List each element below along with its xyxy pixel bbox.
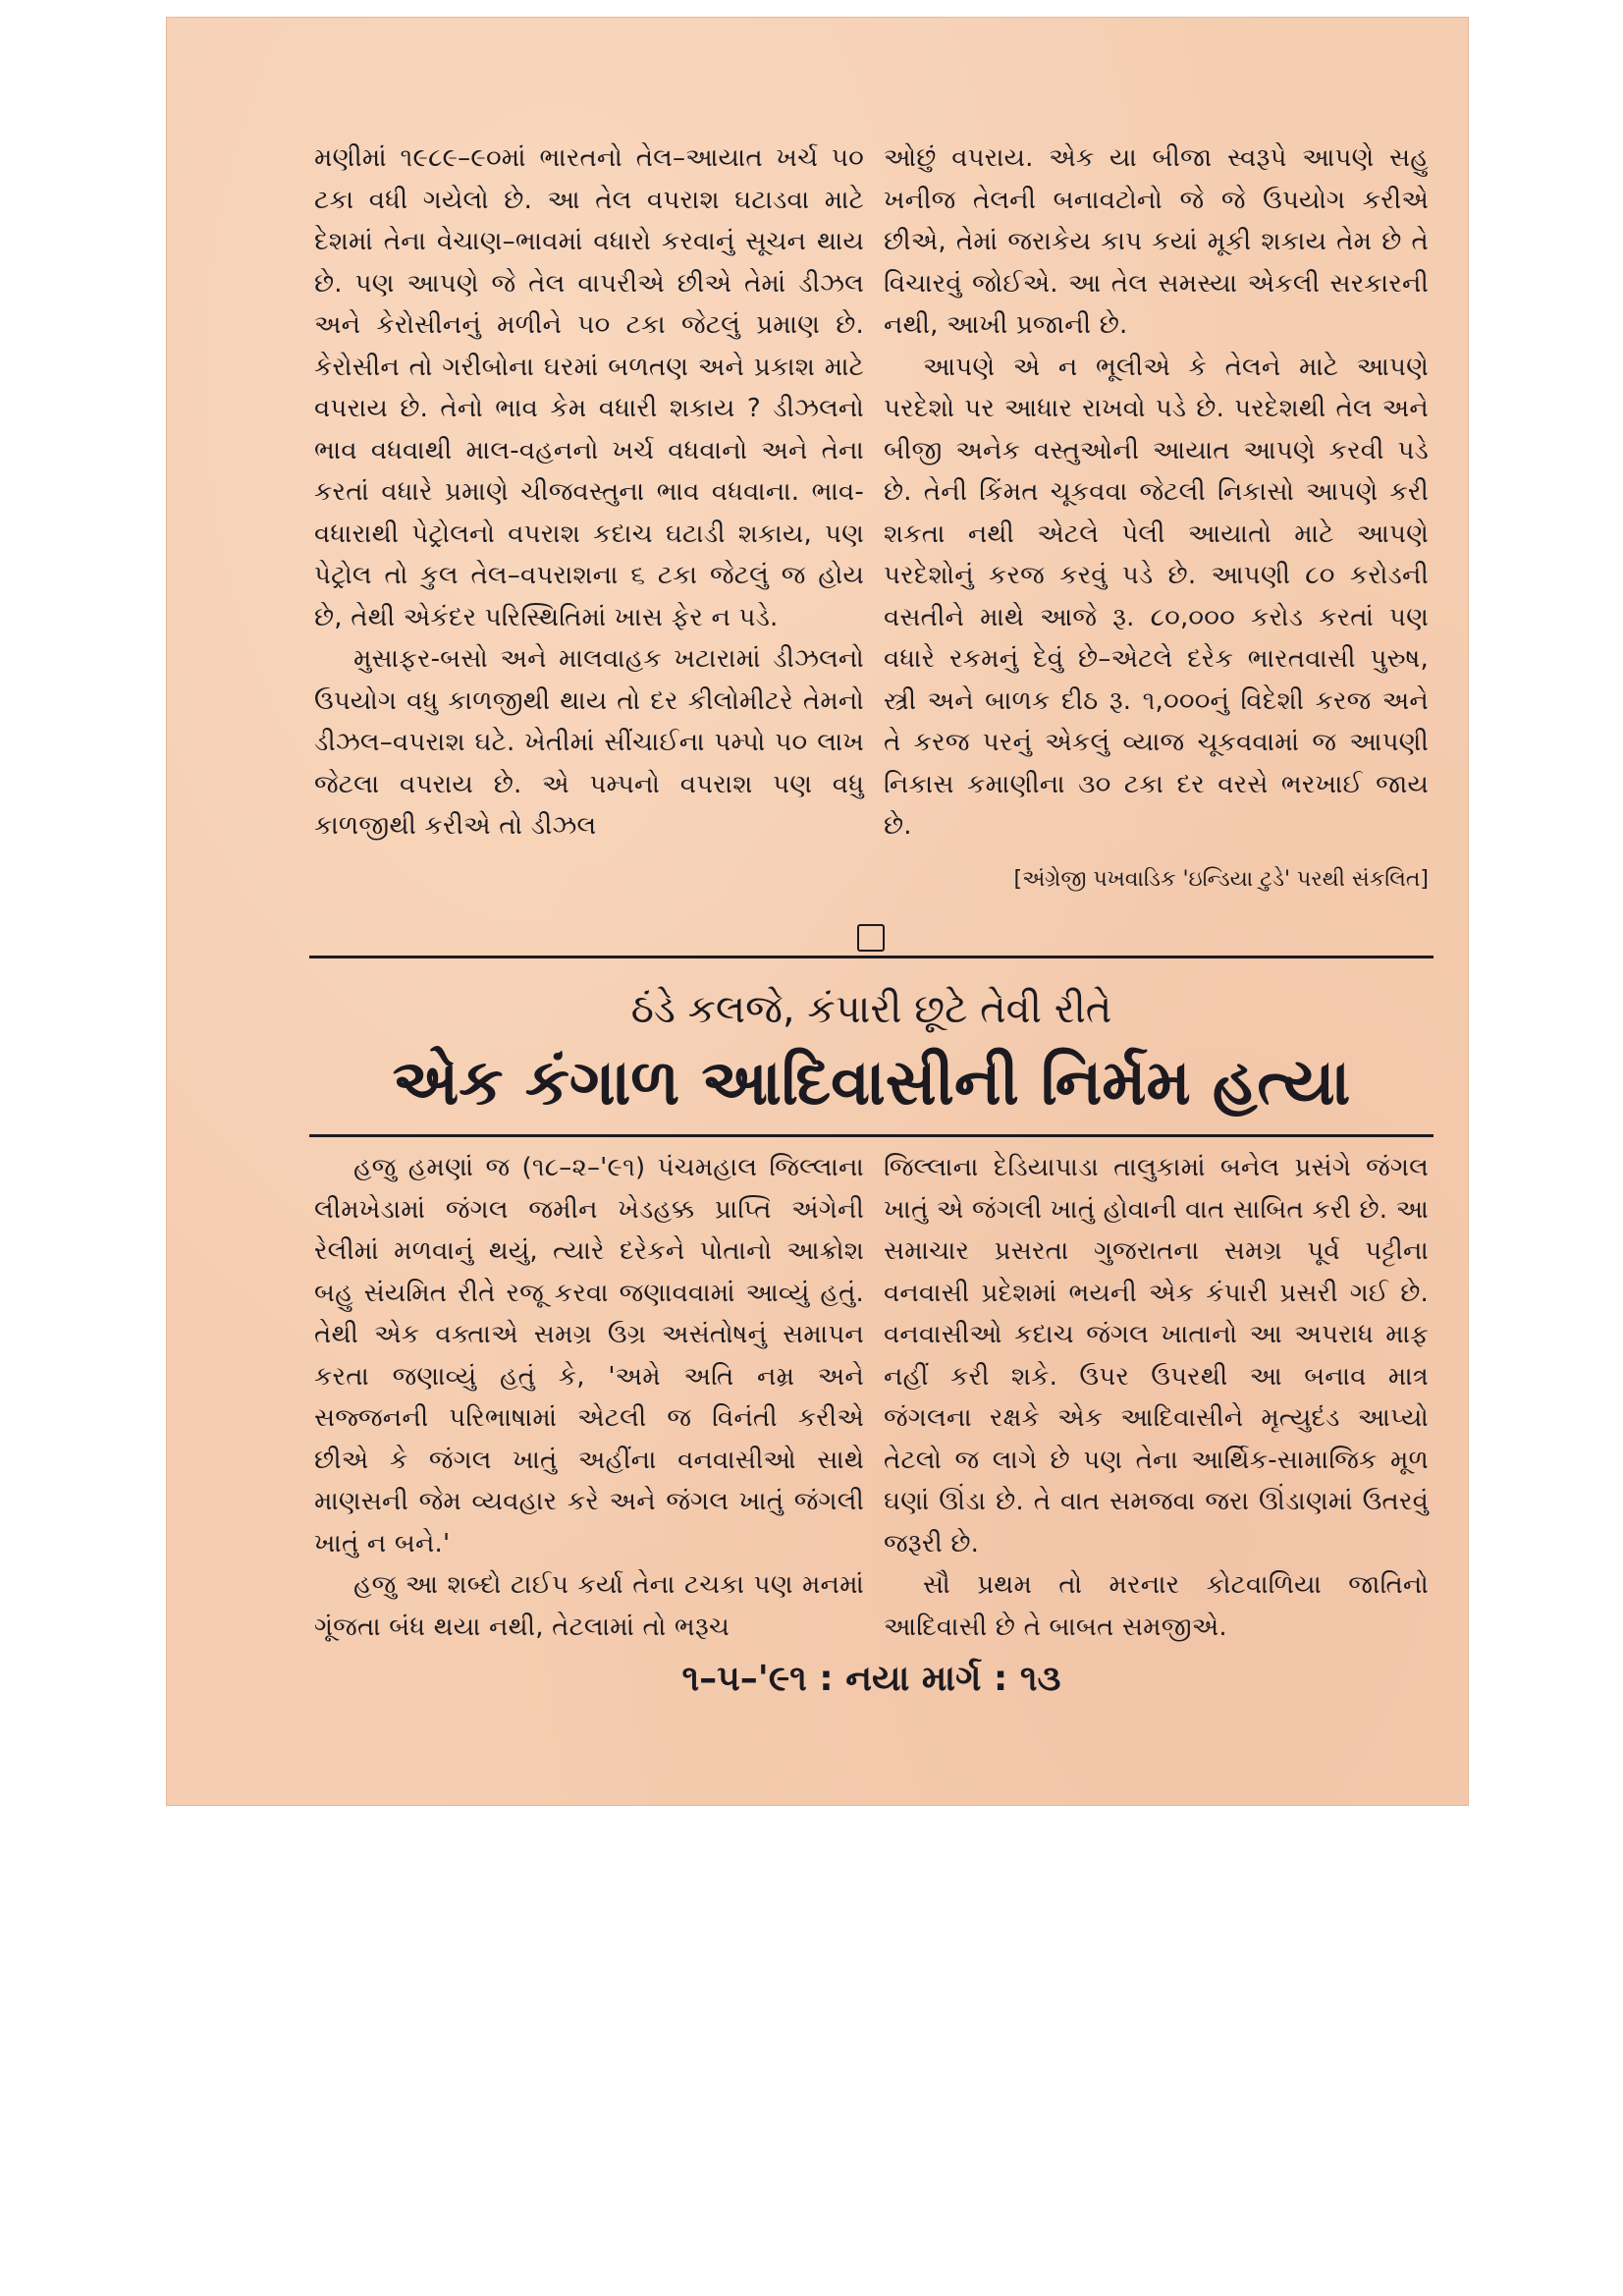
paragraph: ઓછું વપરાય. એક યા બીજા સ્વરૂપે આપણે સહુ ખનીજ તેલની બનાવટોનો જે જે ઉપયોગ કરીએ છીએ, તેમાં જરાકેય કાપ કયાં મૂકી શકાય તેમ છે તે વિચારવું જોઈએ. આ તેલ સમસ્યા એકલી સરકારની નથી, આખી પ્રજાની છે. bbox=[884, 143, 1429, 340]
article2-column-2 bbox=[884, 1147, 1429, 1648]
end-of-article-mark bbox=[857, 924, 885, 952]
page-footer: ૧–૫–'૯૧ : નયા માર્ગ : ૧૩ bbox=[681, 1659, 1061, 1699]
source-credit: [અંગ્રેજી પખવાડિક 'ઇન્ડિયા ટુડે' પરથી સંકલિત] bbox=[1013, 867, 1429, 892]
paragraph: હજુ હમણાં જ (૧૮–૨–'૯૧) પંચમહાલ જિલ્લાના લીમખેડામાં જંગલ જમીન ખેડહક્ક પ્રાપ્તિ અંગેની રેલીમાં મળવાનું થયું, ત્યારે દરેકને પોતાનો આક્રોશ બહુ સંયમિત રીતે રજૂ કરવા જણાવવામાં આવ્યું હતું. તેથી એક વક્તાએ સમગ્ર ઉગ્ર અસંતોષનું સમાપન કરતા જણાવ્યું હતું કે, 'અમે અતિ નમ્ર અને સજ્જનની પરિભાષામાં એટલી જ વિનંતી કરીએ છીએ કે જંગલ ખાતું અહીંના વનવાસીઓ સાથે માણસની જેમ વ્યવહાર કરે અને જંગલ ખાતું જંગલી ખાતું ન બને.' bbox=[314, 1153, 864, 1558]
paragraph: જિલ્લાના દેડિયાપાડા તાલુકામાં બનેલ પ્રસંગે જંગલ ખાતું એ જંગલી ખાતું હોવાની વાત સાબિત કરી છે. આ સમાચાર પ્રસરતા ગુજરાતના સમગ્ર પૂર્વ પટ્ટીના વનવાસી પ્રદેશમાં ભયની એક કંપારી પ્રસરી ગઈ છે. વનવાસીઓ કદાચ જંગલ ખાતાનો આ અપરાધ માફ નહીં કરી શકે. ઉપર ઉપરથી આ બનાવ માત્ર જંગલના રક્ષકે એક આદિવાસીને મૃત્યુદંડ આપ્યો તેટલો જ લાગે છે પણ તેના આર્થિક-સામાજિક મૂળ ઘણાં ઊંડા છે. તે વાત સમજવા જરા ઊંડાણમાં ઉતરવું જરૂરી છે. bbox=[884, 1153, 1429, 1558]
article1-column-2 bbox=[884, 137, 1429, 847]
paragraph: મુસાફર-બસો અને માલવાહક ખટારામાં ડીઝલનો ઉપયોગ વધુ કાળજીથી થાય તો દર કીલોમીટરે તેમનો ડીઝલ–વપરાશ ઘટે. ખેતીમાં સીંચાઈના પમ્પો ૫૦ લાખ જેટલા વપરાય છે. એ પમ્પનો વપરાશ પણ વધુ કાળજીથી કરીએ તો ડીઝલ bbox=[314, 644, 864, 841]
paragraph: સૌ પ્રથમ તો મરનાર કોટવાળિયા જાતિનો આદિવાસી છે તે બાબત સમજીએ. bbox=[884, 1570, 1429, 1642]
article-headline: એક કંગાળ આદિવાસીની નિર્મમ હત્યા bbox=[392, 1047, 1351, 1120]
divider-rule bbox=[309, 1134, 1434, 1137]
paragraph: મણીમાં ૧૯૮૯–૯૦માં ભારતનો તેલ–આયાત ખર્ચ ૫૦ ટકા વધી ગયેલો છે. આ તેલ વપરાશ ઘટાડવા માટે દેશમાં તેના વેચાણ–ભાવમાં વધારો કરવાનું સૂચન થાય છે. પણ આપણે જે તેલ વાપરીએ છીએ તેમાં ડીઝલ અને કેરોસીનનું મળીને ૫૦ ટકા જેટલું પ્રમાણ છે. કેરોસીન તો ગરીબોના ઘરમાં બળતણ અને પ્રકાશ માટે વપરાય છે. તેનો ભાવ કેમ વધારી શકાય ? ડીઝલનો ભાવ વધવાથી માલ-વહનનો ખર્ચ વધવાનો અને તેના કરતાં વધારે પ્રમાણે ચીજવસ્તુના ભાવ વધવાના. ભાવ-વધારાથી પેટ્રોલનો વપરાશ કદાચ ઘટાડી શકાય, પણ પેટ્રોલ તો કુલ તેલ–વપરાશના ૬ ટકા જેટલું જ હોય છે, તેથી એકંદર પરિસ્થિતિમાં ખાસ ફેર ન પડે. bbox=[314, 143, 864, 632]
article2-column-1 bbox=[314, 1147, 864, 1648]
scanned-page bbox=[167, 18, 1468, 1805]
article-kicker: ઠંડે કલજે, કંપારી છૂટે તેવી રીતે bbox=[630, 987, 1112, 1032]
article1-column-1 bbox=[314, 137, 864, 847]
divider-rule bbox=[309, 956, 1434, 958]
paragraph: આપણે એ ન ભૂલીએ કે તેલને માટે આપણે પરદેશો પર આધાર રાખવો પડે છે. પરદેશથી તેલ અને બીજી અનેક વસ્તુઓની આયાત આપણે કરવી પડે છે. તેની કિંમત ચૂકવવા જેટલી નિકાસો આપણે કરી શકતા નથી એટલે પેલી આયાતો માટે આપણે પરદેશોનું કરજ કરવું પડે છે. આપણી ૮૦ કરોડની વસતીને માથે આજે રૂ. ૮૦,૦૦૦ કરોડ કરતાં પણ વધારે રકમનું દેવું છે–એટલે દરેક ભારતવાસી પુરુષ, સ્ત્રી અને બાળક દીઠ રૂ. ૧,૦૦૦નું વિદેશી કરજ અને તે કરજ પરનું એકલું વ્યાજ ચૂકવવામાં જ આપણી નિકાસ કમાણીના ૩૦ ટકા દર વરસે ભરખાઈ જાય છે. bbox=[884, 352, 1429, 841]
paragraph: હજુ આ શબ્દો ટાઈપ કર્યા તેના ટચકા પણ મનમાં ગૂંજતા બંધ થયા નથી, તેટલામાં તો ભરૂચ bbox=[314, 1570, 864, 1642]
